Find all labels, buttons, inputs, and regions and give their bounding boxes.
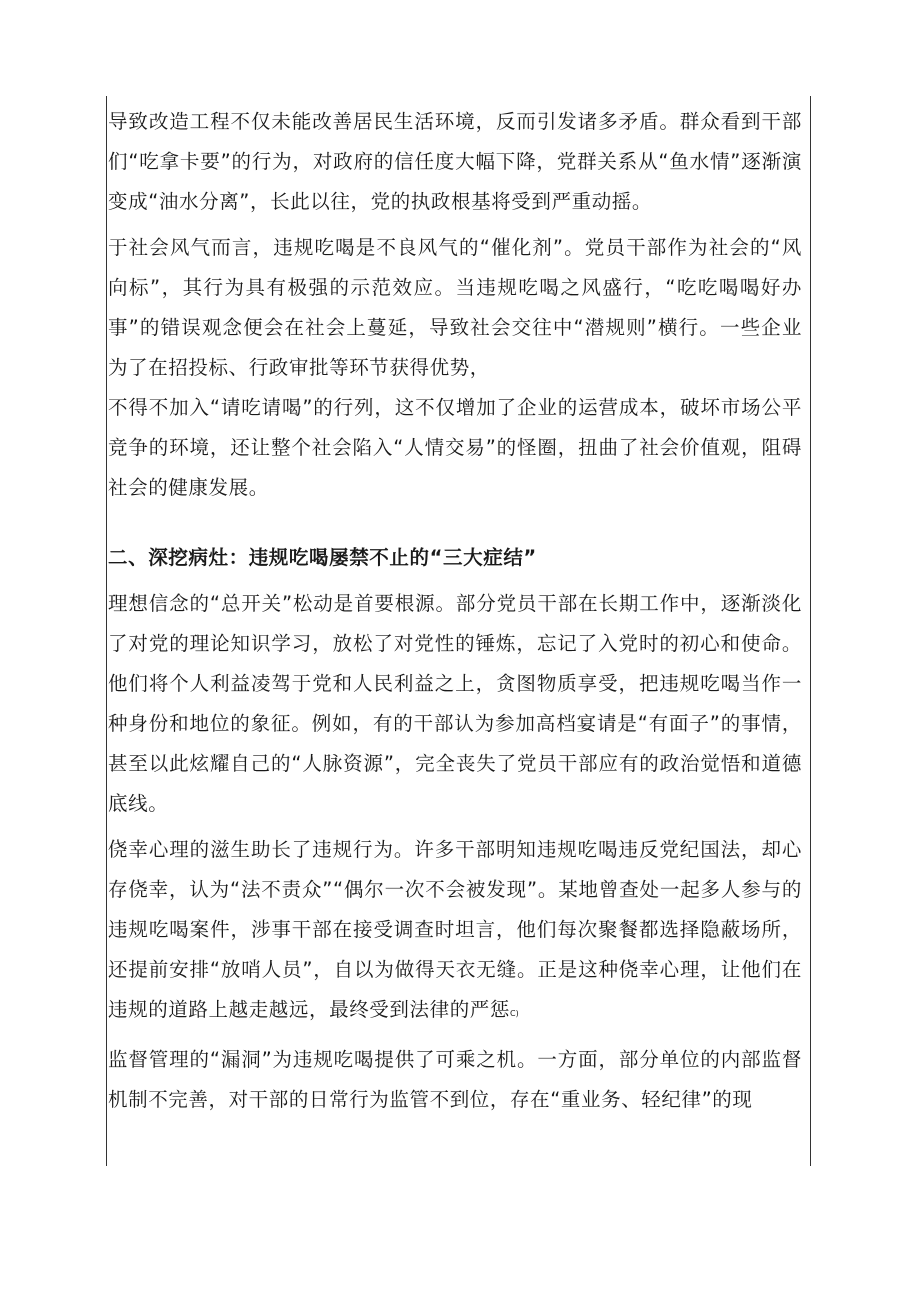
- paragraph-social-atmosphere: 于社会风气而言，违规吃喝是不良风气的“催化剂”。党员干部作为社会的“风向标”，其行为具有极强的示范效应。当违规吃喝之风盛行，“吃吃喝喝好办事”的错误观念便会在社会上蔓延，导致社会交往中“潜规则”横行。一些企业为了在招投标、行政审批等环节获得优势，: [108, 236, 802, 379]
- paragraph-luck-mentality: [108, 830, 802, 1034]
- paragraph-supervision-loopholes: 监督管理的“漏洞”为违规吃喝提供了可乘之机。一方面，部分单位的内部监督机制不完善，对干部的日常行为监管不到位，存在“重业务、轻纪律”的现: [108, 1048, 802, 1111]
- page-border-left: [106, 96, 107, 1166]
- paragraph-ideals-beliefs: 理想信念的“总开关”松动是首要根源。部分党员干部在长期工作中，逐渐淡化了对党的理论知识学习，放松了对党性的锤炼，忘记了入党时的初心和使命。他们将个人利益凌驾于党和人民利益之上，贪图物质享受，把违规吃喝当作一种身份和地位的象征。例如，有的干部认为参加高档宴请是“有面子”的事情，甚至以此炫耀自己的“人脉资源”，完全丧失了党员干部应有的政治觉悟和道德底线。: [108, 592, 802, 815]
- paragraph-luck-mentality-text: 侥幸心理的滋生助长了违规行为。许多干部明知违规吃喝违反党纪国法，却心存侥幸，认为“法不责众”“偶尔一次不会被发现”。某地曾查处一起多人参与的违规吃喝案件，涉事干部在接受调查时坦言，他们每次聚餐都选择隐蔽场所，还提前安排“放哨人员”，自以为做得天衣无缝。正是这种侥幸心理，让他们在违规的道路上越走越远，最终受到法律的严惩: [108, 838, 802, 1021]
- footnote-mark: C): [510, 1009, 519, 1018]
- paragraph-market-competition: 不得不加入“请吃请喝”的行列，这不仅增加了企业的运营成本，破坏市场公平竞争的环境，还让整个社会陷入“人情交易”的怪圈，扭曲了社会价值观，阻碍社会的健康发展。: [108, 396, 802, 499]
- page-border-right: [810, 96, 811, 1166]
- document-body: [108, 102, 802, 1120]
- paragraph-reform-consequences: 导致改造工程不仅未能改善居民生活环境，反而引发诸多矛盾。群众看到干部们“吃拿卡要”的行为，对政府的信任度大幅下降，党群关系从“鱼水情”逐渐演变成“油水分离”，长此以往，党的执政根基将受到严重动摇。: [108, 110, 802, 213]
- section-heading: 二、深挖病灶：违规吃喝屡禁不止的“三大症结”: [108, 546, 537, 569]
